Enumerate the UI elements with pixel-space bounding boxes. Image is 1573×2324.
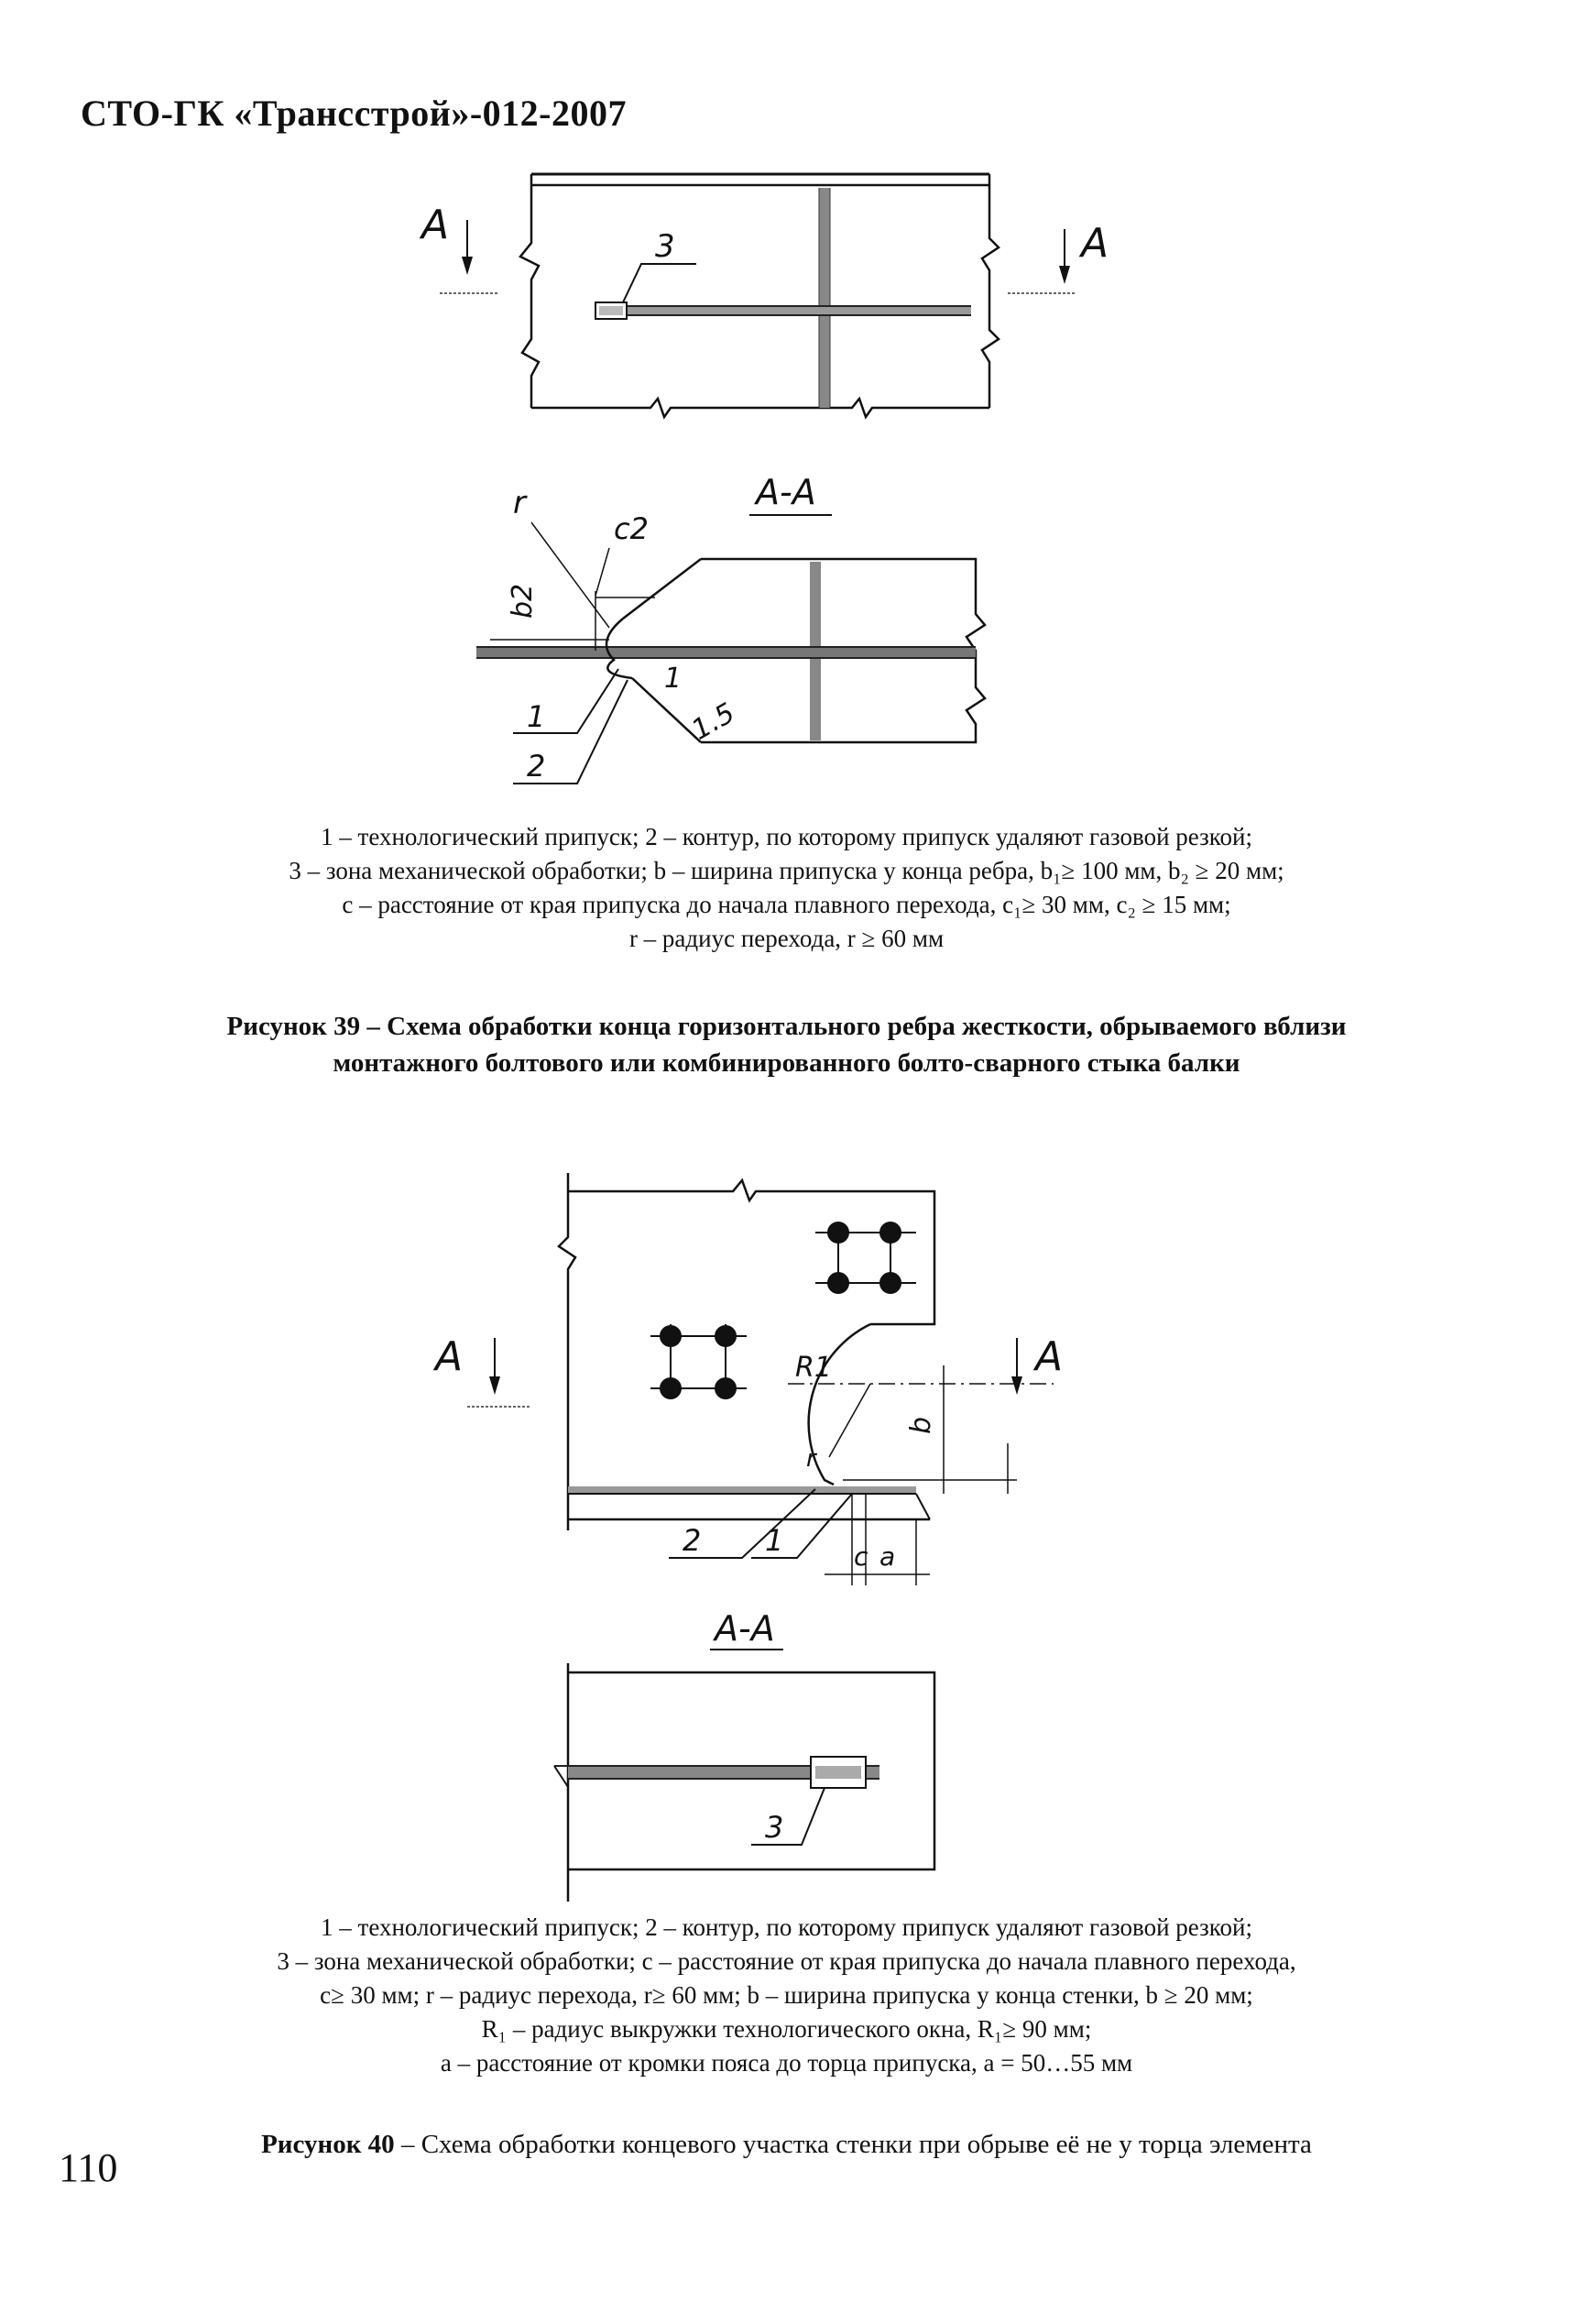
- callout-3-label: 3: [765, 1810, 784, 1845]
- caption-line: монтажного болтового или комбинированного болто-сварного стыка балки: [333, 1048, 1240, 1078]
- page-number: 110: [59, 2145, 118, 2190]
- callout-3-label: 3: [655, 228, 675, 265]
- legend-line: 3 – зона механической обработки; b – ширина припуска у конца ребра, b₁≥ 100 мм, b₂ ≥ 20 мм;: [289, 857, 1284, 884]
- legend-line: 1 – технологический припуск; 2 – контур, по которому припуск удаляют газовой резкой;: [321, 823, 1252, 850]
- section-mark-right: A: [1035, 1333, 1063, 1380]
- caption-line: Рисунок 39 – Схема обработки конца горизонтального ребра жесткости, обрываемого вблизи: [226, 1012, 1347, 1041]
- callout-2-label: 2: [683, 1523, 702, 1558]
- legend-line: c – расстояние от края припуска до начала плавного перехода, c₁≥ 30 мм, c₂ ≥ 15 мм;: [342, 891, 1231, 918]
- figure40-caption: [55, 2126, 1518, 2163]
- callout-2-label: 2: [527, 749, 546, 784]
- legend-line: 3 – зона механической обработки; c – расстояние от края припуска до начала плавного перехода,: [277, 1947, 1296, 1975]
- document-code: СТО-ГК «Трансстрой»-012-2007: [81, 93, 627, 134]
- section-mark-left: A: [435, 1333, 464, 1380]
- figure39-legend: [55, 820, 1518, 956]
- legend-line: R₁ – радиус выкружки технологического окна, R₁≥ 90 мм;: [481, 2015, 1092, 2043]
- figure39-section-view: [458, 467, 1026, 797]
- callout-1-label: 1: [765, 1523, 784, 1558]
- dim-a-label: a: [879, 1541, 896, 1572]
- section-title-aa: A-A: [715, 1608, 775, 1649]
- figure39-caption: [92, 1008, 1481, 1081]
- dim-c-label: c: [854, 1541, 868, 1572]
- figure40-section-view: [531, 1608, 971, 1911]
- dim-b2-label: b2: [507, 583, 539, 619]
- bolt-group-lower: [650, 1324, 747, 1398]
- caption-label: Рисунок 40: [261, 2130, 395, 2159]
- legend-line: a – расстояние от кромки пояса до торца припуска, a = 50…55 мм: [440, 2049, 1133, 2077]
- legend-line: r – радиус перехода, r ≥ 60 мм: [628, 925, 945, 952]
- radius-r1-label: R1: [795, 1352, 832, 1384]
- legend-line: c≥ 30 мм; r – радиус перехода, r≥ 60 мм; b – ширина припуска у конца стенки, b ≥ 20 мм;: [320, 1981, 1253, 2009]
- callout-1-label: 1: [527, 699, 546, 734]
- legend-line: 1 – технологический припуск; 2 – контур, по которому припуск удаляют газовой резкой;: [321, 1913, 1252, 1941]
- section-mark-left: A: [421, 202, 450, 248]
- figure39-plan-view: [403, 156, 1154, 431]
- dim-r-label: r: [806, 1445, 816, 1473]
- section-title-aa: A-A: [756, 472, 816, 512]
- figure40-legend: [55, 1911, 1518, 2080]
- slope-label: 1: [664, 663, 683, 695]
- dim-b-label: b: [905, 1416, 937, 1434]
- caption-text: – Схема обработки концевого участка стенки при обрыве её не у торца элемента: [394, 2130, 1312, 2159]
- dim-c2-label: c2: [614, 511, 649, 546]
- figure40-front-view: [431, 1164, 1063, 1604]
- section-mark-right: A: [1081, 220, 1109, 267]
- bolt-group-upper: [815, 1222, 916, 1293]
- dim-r-label: r: [513, 485, 526, 521]
- slope-den-label: 1.5: [686, 696, 741, 747]
